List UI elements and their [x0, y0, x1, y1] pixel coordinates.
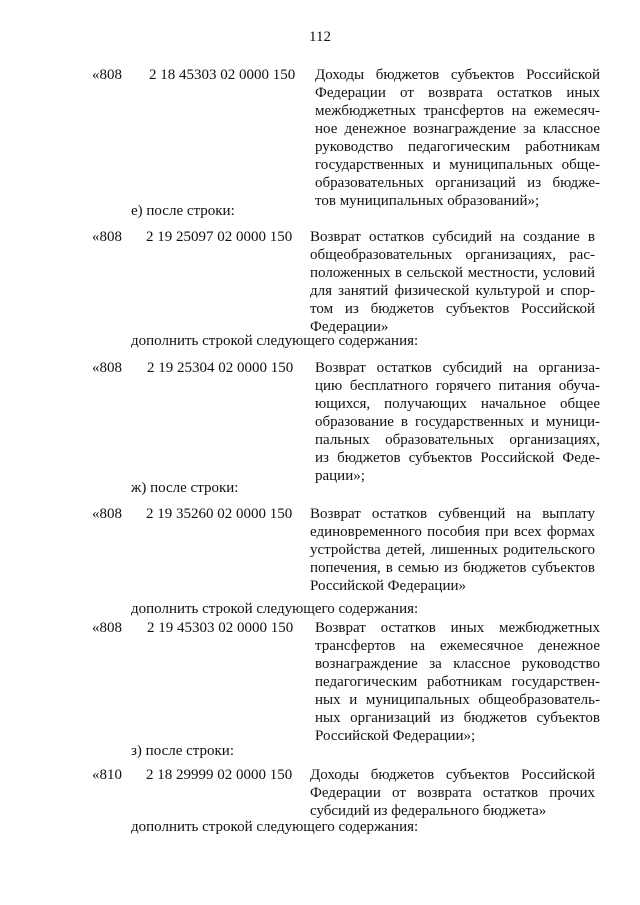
income-description — [315, 359, 600, 485]
description-line: Возврат остатков субсидий на создание в — [310, 229, 595, 245]
description-line: ных организаций из бюджетов субъектов — [315, 710, 600, 726]
budget-classification-code: 2 18 29999 02 0000 150 — [146, 767, 293, 783]
description-line: Федерации от возврата остатков прочих — [310, 785, 595, 801]
description-line: трансфертов на ежемесячное денежное — [315, 638, 600, 654]
budget-classification-code: 2 18 45303 02 0000 150 — [149, 67, 296, 83]
description-line: тов муниципальных образований»; — [315, 193, 540, 209]
income-description — [315, 66, 600, 210]
description-line: пальных образовательных организациях, — [315, 432, 600, 448]
description-line: межбюджетных трансфертов на ежемесяч- — [315, 103, 600, 119]
description-line: Российской Федерации» — [310, 578, 467, 594]
description-line: государственных и муниципальных обще- — [315, 157, 600, 173]
amendment-instruction: е) после строки: — [131, 203, 235, 219]
description-line: Возврат остатков иных межбюджетных — [315, 620, 600, 636]
description-line: том из бюджетов субъектов Российской — [310, 301, 595, 317]
description-line: Возврат остатков субсидий на организа- — [315, 360, 600, 376]
admin-code: «808 — [92, 360, 122, 376]
description-line: общеобразовательных организациях, рас- — [310, 247, 595, 263]
amendment-instruction: ж) после строки: — [131, 480, 239, 496]
description-line: рации»; — [315, 468, 365, 484]
admin-code: «808 — [92, 620, 122, 636]
income-description — [310, 766, 595, 820]
budget-classification-code: 2 19 25097 02 0000 150 — [146, 229, 293, 245]
description-line: Федерации» — [310, 319, 389, 335]
description-line: устройства детей, лишенных родительского — [310, 542, 595, 558]
description-line: попечения, в семью из бюджетов субъектов — [310, 560, 595, 576]
description-line: для занятий физической культурой и спор- — [310, 283, 595, 299]
description-line: из бюджетов субъектов Российской Феде- — [315, 450, 600, 466]
description-line: вознаграждение за классное руководство — [315, 656, 600, 672]
description-line: образование в государственных и муници- — [315, 414, 600, 430]
description-line: положенных в сельской местности, условий — [310, 265, 595, 281]
description-line: Возврат остатков субвенций на выплату — [310, 506, 595, 522]
amendment-instruction: дополнить строкой следующего содержания: — [131, 601, 419, 617]
description-line: ющихся, получающих начальное общее — [315, 396, 600, 412]
admin-code: «808 — [92, 229, 122, 245]
description-line: ное денежное вознаграждение за классное — [315, 121, 600, 137]
income-description — [310, 228, 595, 336]
description-line: Федерации от возврата остатков иных — [315, 85, 600, 101]
income-description — [315, 619, 600, 745]
income-description — [310, 505, 595, 595]
description-line: руководство педагогическим работникам — [315, 139, 600, 155]
description-line: цию бесплатного горячего питания обуча- — [315, 378, 600, 394]
description-line: Доходы бюджетов субъектов Российской — [315, 67, 600, 83]
admin-code: «810 — [92, 767, 122, 783]
description-line: Доходы бюджетов субъектов Российской — [310, 767, 595, 783]
page-number: 112 — [309, 29, 331, 45]
budget-classification-code: 2 19 25304 02 0000 150 — [147, 360, 294, 376]
budget-classification-code: 2 19 35260 02 0000 150 — [146, 506, 293, 522]
description-line: Российской Федерации»; — [315, 728, 476, 744]
budget-classification-code: 2 19 45303 02 0000 150 — [147, 620, 294, 636]
amendment-instruction: з) после строки: — [131, 743, 235, 759]
admin-code: «808 — [92, 506, 122, 522]
description-line: субсидий из федерального бюджета» — [310, 803, 547, 819]
description-line: ных и муниципальных общеобразователь- — [315, 692, 600, 708]
admin-code: «808 — [92, 67, 122, 83]
amendment-instruction: дополнить строкой следующего содержания: — [131, 819, 419, 835]
amendment-instruction: дополнить строкой следующего содержания: — [131, 333, 419, 349]
description-line: педагогическим работникам государствен- — [315, 674, 600, 690]
description-line: образовательных организаций из бюдже- — [315, 175, 600, 191]
description-line: единовременного пособия при всех формах — [310, 524, 595, 540]
